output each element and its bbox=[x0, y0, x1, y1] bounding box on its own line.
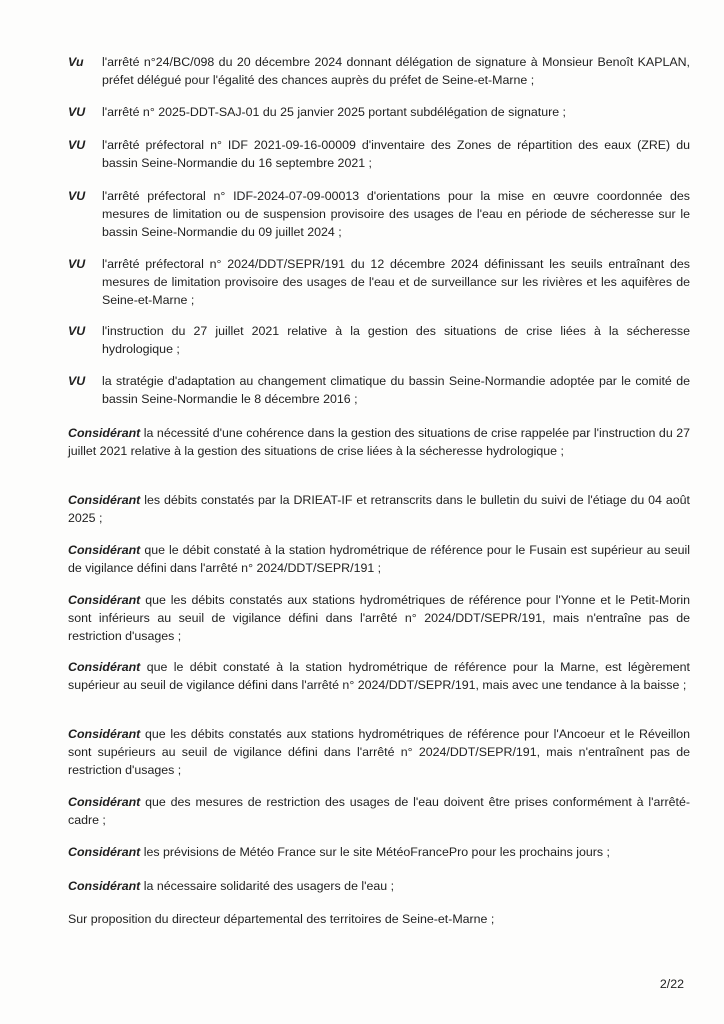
vu-label: VU bbox=[68, 257, 86, 271]
vu-paragraph bbox=[68, 53, 690, 89]
vu-label: VU bbox=[68, 324, 86, 338]
vu-text: la stratégie d'adaptation au changement climatique du bassin Seine-Normandie adoptée par le comité de bassin Seine-Normandie le 8 décembre 2016 ; bbox=[102, 374, 690, 406]
vu-paragraph bbox=[68, 187, 690, 241]
vu-text: l'arrêté préfectoral n° IDF 2021-09-16-00009 d'inventaire des Zones de répartition des eaux (ZRE) du bassin Seine-Normandie du 16 septembre 2021 ; bbox=[102, 138, 690, 170]
considerant-keyword: Considérant bbox=[68, 426, 141, 440]
vu-text: l'arrêté préfectoral n° IDF-2024-07-09-00013 d'orientations pour la mise en œuvre coordonnée des mesures de limitation ou de suspension provisoire des usages de l'eau en période de sécheresse sur le bassin Seine-Normandie du 09 juillet 2024 ; bbox=[102, 189, 690, 239]
considerant-text: que le débit constaté à la station hydrométrique de référence pour la Marne, est légèrement supérieur au seuil de vigilance défini dans l'arrêté n° 2024/DDT/SEPR/191, mais avec une tendance à la baisse ; bbox=[68, 660, 690, 692]
considerant-text: que le débit constaté à la station hydrométrique de référence pour le Fusain est supérieur au seuil de vigilance défini dans l'arrêté n° 2024/DDT/SEPR/191 ; bbox=[68, 543, 690, 575]
considerant-keyword: Considérant bbox=[68, 795, 141, 809]
vu-paragraph bbox=[68, 255, 690, 309]
vu-label: Vu bbox=[68, 55, 84, 69]
vu-paragraph bbox=[68, 136, 690, 172]
considerant-text: la nécessité d'une cohérence dans la gestion des situations de crise rappelée par l'instruction du 27 juillet 2021 relative à la gestion des situations de crise liées à la sécheresse hydrologique ; bbox=[68, 426, 690, 458]
page-number: 2/22 bbox=[659, 977, 684, 991]
considerant-keyword: Considérant bbox=[68, 879, 141, 893]
considerant-paragraph bbox=[68, 843, 690, 861]
considerant-keyword: Considérant bbox=[68, 543, 141, 557]
considerant-keyword: Considérant bbox=[68, 493, 141, 507]
vu-text: l'instruction du 27 juillet 2021 relative à la gestion des situations de crise liées à la sécheresse hydrologique ; bbox=[102, 324, 690, 356]
considerant-paragraph bbox=[68, 491, 690, 527]
vu-text: l'arrêté n°24/BC/098 du 20 décembre 2024 donnant délégation de signature à Monsieur Benoît KAPLAN, préfet délégué pour l'égalité des chances auprès du préfet de Seine-et-Marne ; bbox=[102, 55, 690, 87]
proposal-paragraph: Sur proposition du directeur départemental des territoires de Seine-et-Marne ; bbox=[68, 912, 495, 926]
considerant-text: la nécessaire solidarité des usagers de l'eau ; bbox=[143, 879, 395, 893]
considerant-keyword: Considérant bbox=[68, 727, 141, 741]
considerant-paragraph bbox=[68, 424, 690, 460]
vu-paragraph bbox=[68, 372, 690, 408]
vu-text: l'arrêté n° 2025-DDT-SAJ-01 du 25 janvier 2025 portant subdélégation de signature ; bbox=[102, 105, 566, 119]
vu-label: VU bbox=[68, 374, 86, 388]
considerant-keyword: Considérant bbox=[68, 593, 141, 607]
considerant-text: les débits constatés par la DRIEAT-IF et retranscrits dans le bulletin du suivi de l'étiage du 04 août 2025 ; bbox=[68, 493, 690, 525]
vu-label: VU bbox=[68, 138, 86, 152]
considerant-keyword: Considérant bbox=[68, 660, 141, 674]
considerant-paragraph bbox=[68, 793, 690, 829]
considerant-paragraph bbox=[68, 658, 690, 694]
vu-paragraph bbox=[68, 322, 690, 358]
considerant-paragraph bbox=[68, 877, 690, 895]
considerant-text: les prévisions de Météo France sur le site MétéoFrancePro pour les prochains jours ; bbox=[143, 845, 610, 859]
considerant-paragraph bbox=[68, 591, 690, 645]
vu-text: l'arrêté préfectoral n° 2024/DDT/SEPR/191 du 12 décembre 2024 définissant les seuils entraînant des mesures de limitation provisoire des usages de l'eau et de surveillance sur les rivières et les aquifères de Seine-et-Marne ; bbox=[102, 257, 690, 307]
considerant-keyword: Considérant bbox=[68, 845, 141, 859]
considerant-text: que les débits constatés aux stations hydrométriques de référence pour l'Yonne et le Petit-Morin sont inférieurs au seuil de vigilance défini dans l'arrêté n° 2024/DDT/SEPR/191, mais n'entraîne pas de restriction d'usages ; bbox=[68, 593, 690, 643]
considerant-text: que les débits constatés aux stations hydrométriques de référence pour l'Ancoeur et le Réveillon sont supérieurs au seuil de vigilance défini dans l'arrêté n° 2024/DDT/SEPR/191, mais n'entraînent pas de restriction d'usages ; bbox=[68, 727, 690, 777]
considerant-paragraph bbox=[68, 541, 690, 577]
vu-label: VU bbox=[68, 189, 86, 203]
considerant-text: que des mesures de restriction des usages de l'eau doivent être prises conformément à l'arrêté-cadre ; bbox=[68, 795, 690, 827]
vu-label: VU bbox=[68, 105, 86, 119]
considerant-paragraph bbox=[68, 725, 690, 779]
vu-paragraph bbox=[68, 103, 690, 121]
